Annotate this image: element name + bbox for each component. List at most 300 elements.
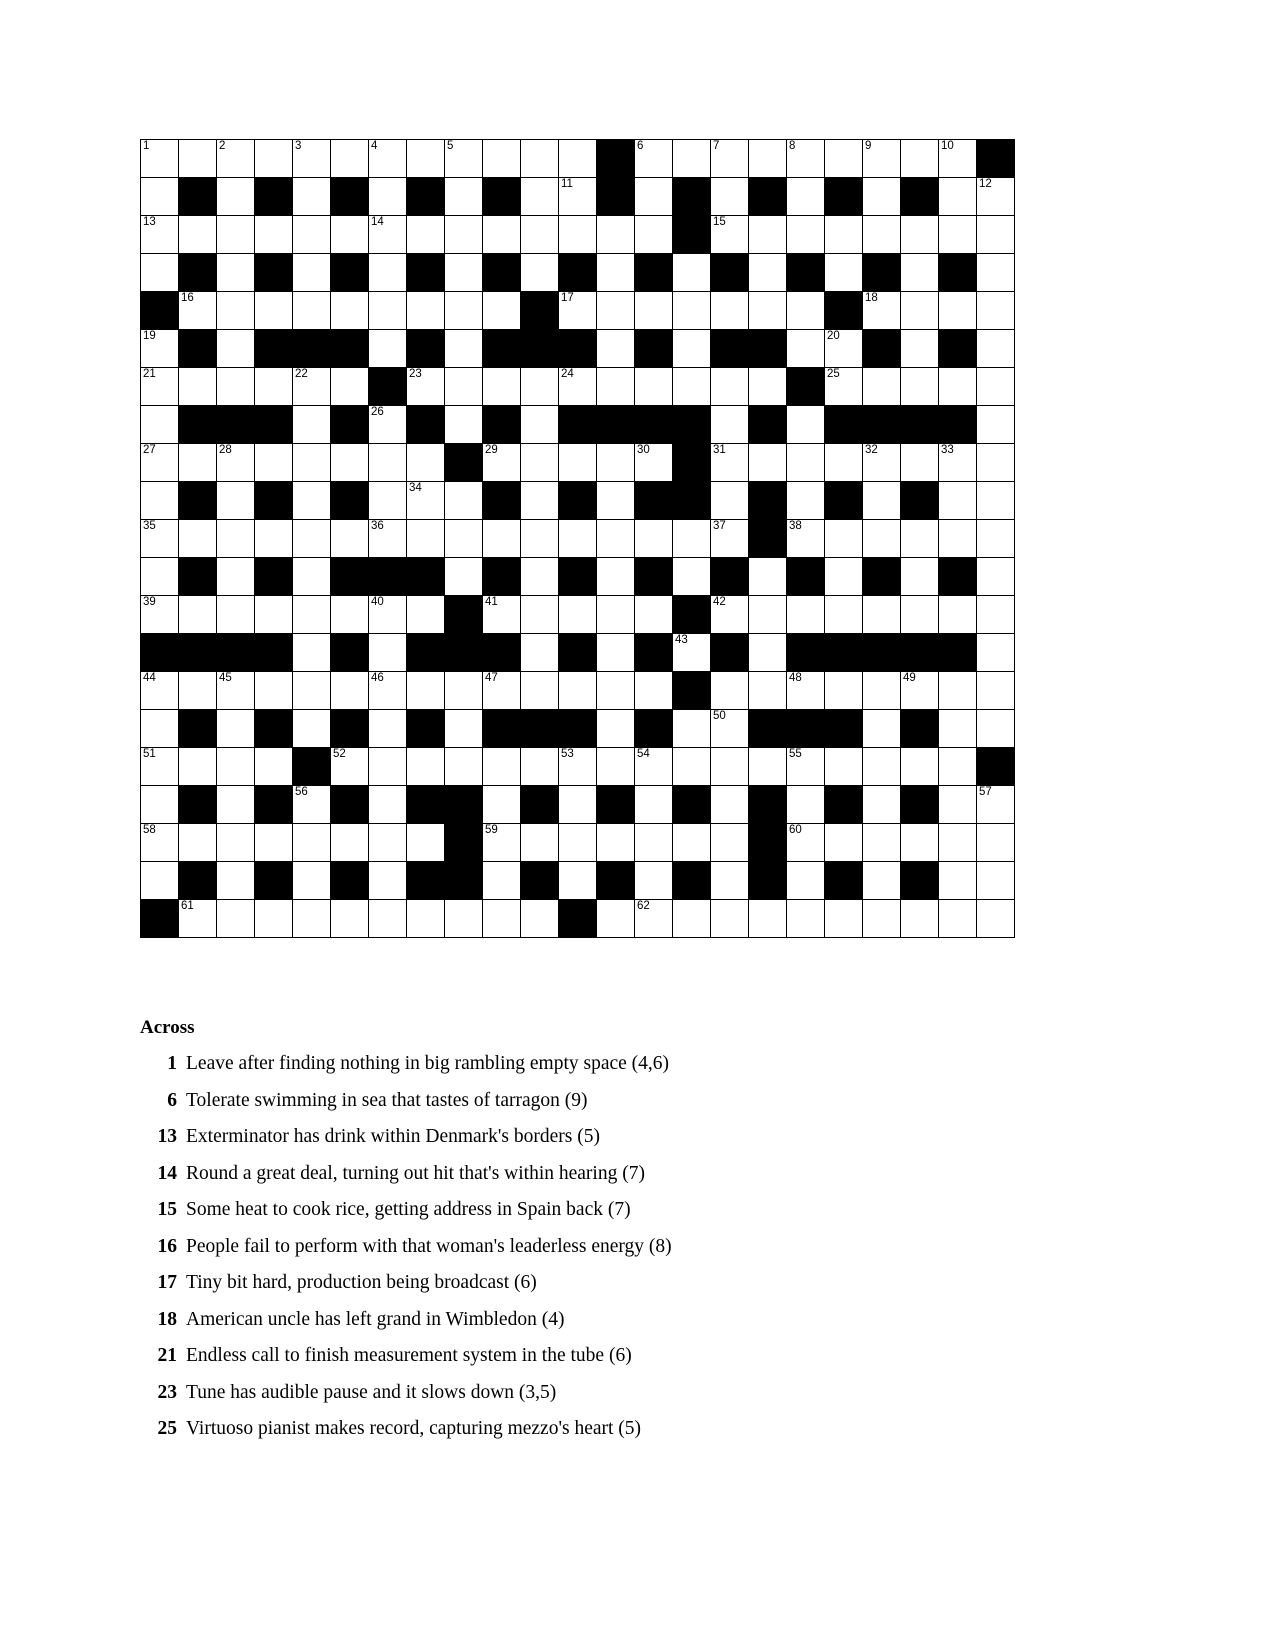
grid-cell[interactable] [293,254,331,292]
grid-cell[interactable] [141,216,179,254]
grid-cell[interactable] [749,254,787,292]
grid-cell[interactable] [521,596,559,634]
grid-cell[interactable] [293,710,331,748]
grid-cell[interactable] [293,596,331,634]
grid-cell[interactable] [711,900,749,938]
grid-cell[interactable] [977,482,1015,520]
grid-cell[interactable] [255,444,293,482]
grid-cell[interactable] [559,520,597,558]
grid-cell[interactable] [901,254,939,292]
grid-cell[interactable] [217,178,255,216]
grid-cell[interactable] [521,254,559,292]
grid-cell[interactable] [635,748,673,786]
grid-cell[interactable] [445,140,483,178]
grid-cell[interactable] [673,292,711,330]
grid-cell[interactable] [787,292,825,330]
grid-cell[interactable] [711,292,749,330]
grid-cell[interactable] [255,140,293,178]
grid-cell[interactable] [939,596,977,634]
grid-cell[interactable] [255,672,293,710]
grid-cell[interactable] [141,558,179,596]
grid-cell[interactable] [635,786,673,824]
grid-cell[interactable] [977,444,1015,482]
grid-cell[interactable] [179,368,217,406]
grid-cell[interactable] [141,786,179,824]
grid-cell[interactable] [369,178,407,216]
grid-cell[interactable] [559,862,597,900]
grid-cell[interactable] [749,140,787,178]
grid-cell[interactable] [369,710,407,748]
grid-cell[interactable] [483,824,521,862]
grid-cell[interactable] [407,824,445,862]
grid-cell[interactable] [711,406,749,444]
grid-cell[interactable] [825,900,863,938]
grid-cell[interactable] [597,634,635,672]
grid-cell[interactable] [141,748,179,786]
grid-cell[interactable] [863,520,901,558]
grid-cell[interactable] [863,444,901,482]
grid-cell[interactable] [141,862,179,900]
grid-cell[interactable] [293,786,331,824]
grid-cell[interactable] [977,634,1015,672]
grid-cell[interactable] [977,786,1015,824]
grid-cell[interactable] [293,862,331,900]
grid-cell[interactable] [673,254,711,292]
grid-cell[interactable] [293,520,331,558]
crossword-table[interactable] [140,139,1015,938]
grid-cell[interactable] [787,596,825,634]
grid-cell[interactable] [293,482,331,520]
grid-cell[interactable] [597,444,635,482]
grid-cell[interactable] [179,672,217,710]
grid-cell[interactable] [787,824,825,862]
grid-cell[interactable] [711,710,749,748]
grid-cell[interactable] [863,900,901,938]
grid-cell[interactable] [635,900,673,938]
grid-cell[interactable] [445,520,483,558]
grid-cell[interactable] [217,824,255,862]
grid-cell[interactable] [787,216,825,254]
grid-cell[interactable] [863,482,901,520]
grid-cell[interactable] [255,824,293,862]
grid-cell[interactable] [825,824,863,862]
grid-cell[interactable] [711,216,749,254]
grid-cell[interactable] [977,406,1015,444]
grid-cell[interactable] [559,216,597,254]
grid-cell[interactable] [977,216,1015,254]
grid-cell[interactable] [559,672,597,710]
grid-cell[interactable] [407,672,445,710]
grid-cell[interactable] [825,444,863,482]
grid-cell[interactable] [141,406,179,444]
grid-cell[interactable] [255,216,293,254]
grid-cell[interactable] [369,862,407,900]
grid-cell[interactable] [179,520,217,558]
grid-cell[interactable] [141,254,179,292]
grid-cell[interactable] [141,520,179,558]
grid-cell[interactable] [597,596,635,634]
grid-cell[interactable] [445,710,483,748]
grid-cell[interactable] [711,444,749,482]
grid-cell[interactable] [141,444,179,482]
grid-cell[interactable] [635,520,673,558]
grid-cell[interactable] [597,748,635,786]
grid-cell[interactable] [445,482,483,520]
grid-cell[interactable] [521,368,559,406]
grid-cell[interactable] [749,558,787,596]
grid-cell[interactable] [293,672,331,710]
grid-cell[interactable] [369,140,407,178]
grid-cell[interactable] [977,900,1015,938]
grid-cell[interactable] [559,178,597,216]
grid-cell[interactable] [217,254,255,292]
grid-cell[interactable] [711,140,749,178]
grid-cell[interactable] [977,710,1015,748]
grid-cell[interactable] [787,748,825,786]
grid-cell[interactable] [901,558,939,596]
grid-cell[interactable] [787,406,825,444]
grid-cell[interactable] [597,368,635,406]
grid-cell[interactable] [179,748,217,786]
grid-cell[interactable] [407,900,445,938]
grid-cell[interactable] [483,748,521,786]
grid-cell[interactable] [749,900,787,938]
grid-cell[interactable] [293,140,331,178]
grid-cell[interactable] [483,520,521,558]
grid-cell[interactable] [673,824,711,862]
grid-cell[interactable] [483,292,521,330]
grid-cell[interactable] [483,596,521,634]
grid-cell[interactable] [445,672,483,710]
grid-cell[interactable] [559,748,597,786]
grid-cell[interactable] [407,482,445,520]
grid-cell[interactable] [901,292,939,330]
grid-cell[interactable] [901,140,939,178]
grid-cell[interactable] [863,786,901,824]
grid-cell[interactable] [331,292,369,330]
grid-cell[interactable] [217,292,255,330]
grid-cell[interactable] [179,824,217,862]
grid-cell[interactable] [369,596,407,634]
grid-cell[interactable] [369,444,407,482]
grid-cell[interactable] [521,140,559,178]
grid-cell[interactable] [141,330,179,368]
grid-cell[interactable] [217,672,255,710]
grid-cell[interactable] [179,900,217,938]
grid-cell[interactable] [293,634,331,672]
grid-cell[interactable] [445,748,483,786]
grid-cell[interactable] [597,710,635,748]
grid-cell[interactable] [673,520,711,558]
grid-cell[interactable] [711,862,749,900]
grid-cell[interactable] [749,748,787,786]
grid-cell[interactable] [217,710,255,748]
grid-cell[interactable] [597,672,635,710]
grid-cell[interactable] [217,558,255,596]
grid-cell[interactable] [635,444,673,482]
grid-cell[interactable] [445,330,483,368]
grid-cell[interactable] [939,748,977,786]
grid-cell[interactable] [407,216,445,254]
grid-cell[interactable] [369,900,407,938]
grid-cell[interactable] [179,292,217,330]
grid-cell[interactable] [673,140,711,178]
grid-cell[interactable] [217,748,255,786]
grid-cell[interactable] [217,330,255,368]
grid-cell[interactable] [293,368,331,406]
grid-cell[interactable] [787,482,825,520]
grid-cell[interactable] [597,330,635,368]
grid-cell[interactable] [977,672,1015,710]
grid-cell[interactable] [217,786,255,824]
grid-cell[interactable] [217,482,255,520]
grid-cell[interactable] [369,330,407,368]
grid-cell[interactable] [901,444,939,482]
grid-cell[interactable] [939,216,977,254]
grid-cell[interactable] [331,520,369,558]
grid-cell[interactable] [559,140,597,178]
grid-cell[interactable] [559,596,597,634]
grid-cell[interactable] [597,520,635,558]
grid-cell[interactable] [141,596,179,634]
grid-cell[interactable] [559,444,597,482]
grid-cell[interactable] [293,824,331,862]
grid-cell[interactable] [217,596,255,634]
grid-cell[interactable] [521,178,559,216]
grid-cell[interactable] [711,520,749,558]
grid-cell[interactable] [483,444,521,482]
grid-cell[interactable] [711,596,749,634]
grid-cell[interactable] [331,596,369,634]
grid-cell[interactable] [787,786,825,824]
grid-cell[interactable] [521,406,559,444]
grid-cell[interactable] [369,786,407,824]
grid-cell[interactable] [977,558,1015,596]
grid-cell[interactable] [977,520,1015,558]
grid-cell[interactable] [939,710,977,748]
grid-cell[interactable] [939,178,977,216]
grid-cell[interactable] [825,558,863,596]
grid-cell[interactable] [483,368,521,406]
grid-cell[interactable] [331,216,369,254]
grid-cell[interactable] [369,520,407,558]
grid-cell[interactable] [483,216,521,254]
grid-cell[interactable] [407,140,445,178]
grid-cell[interactable] [863,140,901,178]
grid-cell[interactable] [597,900,635,938]
grid-cell[interactable] [217,862,255,900]
grid-cell[interactable] [521,824,559,862]
grid-cell[interactable] [939,292,977,330]
grid-cell[interactable] [901,748,939,786]
grid-cell[interactable] [445,254,483,292]
grid-cell[interactable] [863,368,901,406]
grid-cell[interactable] [939,900,977,938]
grid-cell[interactable] [711,482,749,520]
grid-cell[interactable] [483,672,521,710]
grid-cell[interactable] [711,786,749,824]
grid-cell[interactable] [635,140,673,178]
grid-cell[interactable] [939,482,977,520]
grid-cell[interactable] [293,178,331,216]
grid-cell[interactable] [635,596,673,634]
grid-cell[interactable] [293,558,331,596]
grid-cell[interactable] [863,596,901,634]
grid-cell[interactable] [331,444,369,482]
grid-cell[interactable] [293,900,331,938]
grid-cell[interactable] [217,900,255,938]
grid-cell[interactable] [749,672,787,710]
grid-cell[interactable] [635,292,673,330]
grid-cell[interactable] [597,292,635,330]
grid-cell[interactable] [521,634,559,672]
grid-cell[interactable] [407,596,445,634]
grid-cell[interactable] [825,330,863,368]
grid-cell[interactable] [673,368,711,406]
grid-cell[interactable] [825,140,863,178]
grid-cell[interactable] [597,254,635,292]
grid-cell[interactable] [369,634,407,672]
grid-cell[interactable] [255,748,293,786]
grid-cell[interactable] [559,786,597,824]
crossword-grid[interactable] [140,139,1015,938]
grid-cell[interactable] [901,900,939,938]
grid-cell[interactable] [863,748,901,786]
grid-cell[interactable] [939,140,977,178]
grid-cell[interactable] [217,444,255,482]
grid-cell[interactable] [521,482,559,520]
grid-cell[interactable] [825,368,863,406]
grid-cell[interactable] [939,444,977,482]
grid-cell[interactable] [711,748,749,786]
grid-cell[interactable] [901,330,939,368]
grid-cell[interactable] [369,482,407,520]
grid-cell[interactable] [749,596,787,634]
grid-cell[interactable] [787,444,825,482]
grid-cell[interactable] [369,254,407,292]
grid-cell[interactable] [331,824,369,862]
grid-cell[interactable] [217,520,255,558]
grid-cell[interactable] [749,292,787,330]
grid-cell[interactable] [255,368,293,406]
grid-cell[interactable] [749,634,787,672]
grid-cell[interactable] [255,520,293,558]
grid-cell[interactable] [407,292,445,330]
grid-cell[interactable] [749,368,787,406]
grid-cell[interactable] [369,672,407,710]
grid-cell[interactable] [331,140,369,178]
grid-cell[interactable] [787,900,825,938]
grid-cell[interactable] [521,444,559,482]
grid-cell[interactable] [141,178,179,216]
grid-cell[interactable] [483,786,521,824]
grid-cell[interactable] [407,748,445,786]
grid-cell[interactable] [559,292,597,330]
grid-cell[interactable] [293,216,331,254]
grid-cell[interactable] [369,406,407,444]
grid-cell[interactable] [331,672,369,710]
grid-cell[interactable] [331,900,369,938]
grid-cell[interactable] [673,748,711,786]
grid-cell[interactable] [141,140,179,178]
grid-cell[interactable] [217,368,255,406]
grid-cell[interactable] [635,672,673,710]
grid-cell[interactable] [407,520,445,558]
grid-cell[interactable] [977,254,1015,292]
grid-cell[interactable] [141,824,179,862]
grid-cell[interactable] [787,140,825,178]
grid-cell[interactable] [331,368,369,406]
grid-cell[interactable] [445,216,483,254]
grid-cell[interactable] [863,178,901,216]
grid-cell[interactable] [787,178,825,216]
grid-cell[interactable] [673,330,711,368]
grid-cell[interactable] [369,824,407,862]
grid-cell[interactable] [293,444,331,482]
grid-cell[interactable] [673,634,711,672]
grid-cell[interactable] [825,748,863,786]
grid-cell[interactable] [521,216,559,254]
grid-cell[interactable] [483,862,521,900]
grid-cell[interactable] [939,862,977,900]
grid-cell[interactable] [369,292,407,330]
grid-cell[interactable] [977,862,1015,900]
grid-cell[interactable] [863,710,901,748]
grid-cell[interactable] [635,368,673,406]
grid-cell[interactable] [939,520,977,558]
grid-cell[interactable] [559,824,597,862]
grid-cell[interactable] [787,672,825,710]
grid-cell[interactable] [977,368,1015,406]
grid-cell[interactable] [521,672,559,710]
grid-cell[interactable] [141,672,179,710]
grid-cell[interactable] [901,824,939,862]
grid-cell[interactable] [179,444,217,482]
grid-cell[interactable] [597,824,635,862]
grid-cell[interactable] [863,216,901,254]
grid-cell[interactable] [445,292,483,330]
grid-cell[interactable] [901,672,939,710]
grid-cell[interactable] [179,216,217,254]
grid-cell[interactable] [483,900,521,938]
grid-cell[interactable] [445,558,483,596]
grid-cell[interactable] [749,444,787,482]
grid-cell[interactable] [673,710,711,748]
grid-cell[interactable] [141,368,179,406]
grid-cell[interactable] [407,444,445,482]
grid-cell[interactable] [863,672,901,710]
grid-cell[interactable] [787,330,825,368]
grid-cell[interactable] [521,558,559,596]
grid-cell[interactable] [939,672,977,710]
grid-cell[interactable] [179,140,217,178]
grid-cell[interactable] [863,862,901,900]
grid-cell[interactable] [711,368,749,406]
grid-cell[interactable] [863,292,901,330]
grid-cell[interactable] [711,178,749,216]
grid-cell[interactable] [939,824,977,862]
grid-cell[interactable] [711,824,749,862]
grid-cell[interactable] [825,216,863,254]
grid-cell[interactable] [977,292,1015,330]
grid-cell[interactable] [521,900,559,938]
grid-cell[interactable] [901,368,939,406]
grid-cell[interactable] [635,824,673,862]
grid-cell[interactable] [825,520,863,558]
grid-cell[interactable] [445,368,483,406]
grid-cell[interactable] [711,672,749,710]
grid-cell[interactable] [483,140,521,178]
